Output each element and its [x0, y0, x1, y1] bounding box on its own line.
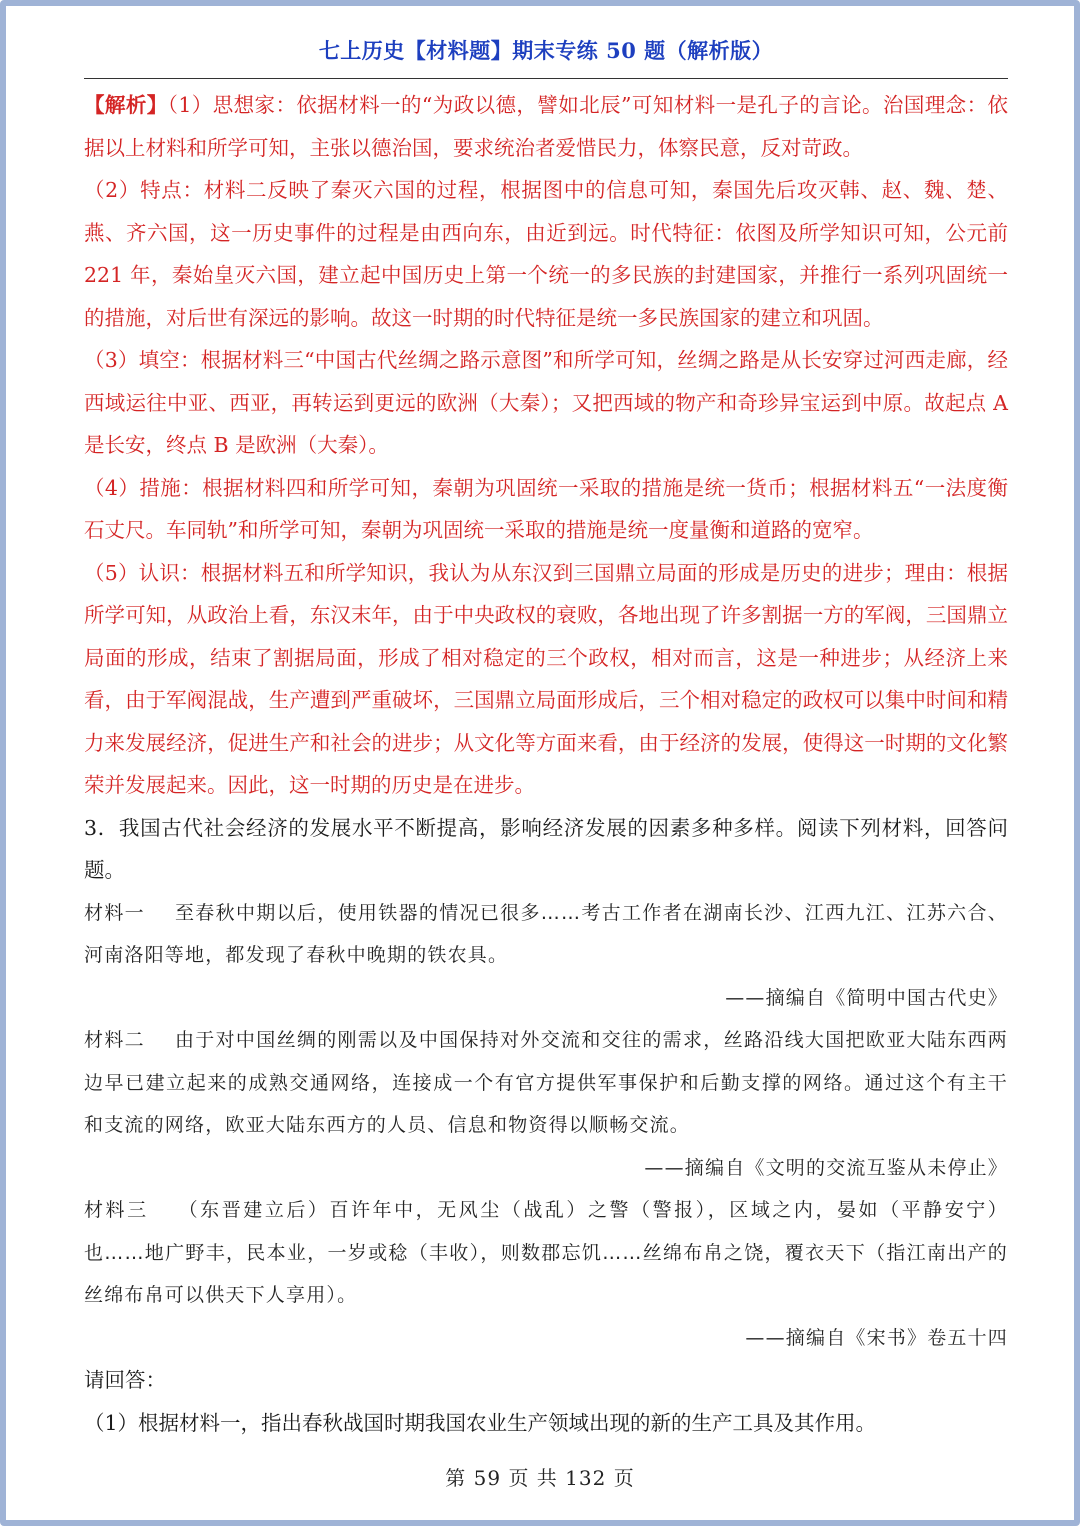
analysis-part-3: （3）填空：根据材料三“中国古代丝绸之路示意图”和所学可知，丝绸之路是从长安穿过河西走廊，经西域运往中亚、西亚，再转运到更远的欧洲（大秦）；又把西域的物产和奇珍异宝运到中原。故起点 A 是长安，终点 B 是欧洲（大秦）。: [84, 348, 1008, 457]
document-title: 七上历史【材料题】期末专练 50 题（解析版）: [318, 38, 774, 63]
material-1: [84, 892, 1008, 977]
analysis-part-5: （5）认识：根据材料五和所学知识，我认为从东汉到三国鼎立局面的形成是历史的进步；理由：根据所学可知，从政治上看，东汉末年，由于中央政权的衰败，各地出现了许多割据一方的军阀，三国鼎立局面的形成，结束了割据局面，形成了相对稳定的三个政权，相对而言，这是一种进步；从经济上来看，由于军阀混战，生产遭到严重破坏，三国鼎立局面形成后，三个相对稳定的政权可以集中时间和精力来发展经济，促进生产和社会的进步；从文化等方面来看，由于经济的发展，使得这一时期的文化繁荣并发展起来。因此，这一时期的历史是在进步。: [84, 560, 1008, 797]
analysis-part-4: （4）措施：根据材料四和所学可知，秦朝为巩固统一采取的措施是统一货币；根据材料五“一法度衡石丈尺。车同轨”和所学可知，秦朝为巩固统一采取的措施是统一度量衡和道路的宽窄。: [84, 475, 1008, 542]
analysis-text-1: （1）思想家：依据材料一的“为政以德，譬如北辰”可知材料一是孔子的言论。治国理念：依据以上材料和所学可知，主张以德治国，要求统治者爱惜民力，体察民意，反对苛政。: [84, 93, 1008, 160]
material-1-label: 材料一: [84, 901, 145, 924]
material-2-text: 由于对中国丝绸的刚需以及中国保持对外交流和交往的需求，丝路沿线大国把欧亚大陆东西两边早已建立起来的成熟交通网络，连接成一个有官方提供军事保护和后勤支撑的网络。通过这个有主干和支流的网络，欧亚大陆东西方的人员、信息和物资得以顺畅交流。: [84, 1029, 1008, 1136]
analysis-part-2: （2）特点：材料二反映了秦灭六国的过程，根据图中的信息可知，秦国先后攻灭韩、赵、魏、楚、燕、齐六国，这一历史事件的过程是由西向东，由近到远。时代特征：依图及所学知识可知，公元前 221 年，秦始皇灭六国，建立起中国历史上第一个统一的多民族的封建国家，并推行一系列巩固统一的措施，对后世有深远的影响。故这一时期的时代特征是统一多民族国家的建立和巩固。: [84, 178, 1008, 330]
answer-prompt: 请回答：: [84, 1368, 166, 1392]
sub-question-1: （1）根据材料一，指出春秋战国时期我国农业生产领域出现的新的生产工具及其作用。: [84, 1410, 877, 1435]
material-3-source: ——摘编自《宋书》卷五十四: [745, 1326, 1008, 1349]
question-3-stem: 3．我国古代社会经济的发展水平不断提高，影响经济发展的因素多种多样。阅读下列材料，回答问题。: [84, 815, 1008, 882]
page-header: [84, 34, 1008, 79]
analysis-label: 【解析】: [84, 93, 168, 117]
page-content: [84, 84, 1008, 1444]
material-2: [84, 1019, 1008, 1147]
analysis-part-1: [84, 84, 1008, 169]
material-3: [84, 1189, 1008, 1317]
material-3-label: 材料三: [84, 1199, 149, 1221]
material-1-source: ——摘编自《简明中国古代史》: [725, 986, 1008, 1009]
page-number: 第 59 页 共 132 页: [445, 1466, 635, 1490]
material-1-text: 至春秋中期以后，使用铁器的情况已很多……考古工作者在湖南长沙、江西九江、江苏六合、河南洛阳等地，都发现了春秋中晚期的铁农具。: [84, 901, 1009, 966]
material-2-source: ——摘编自《文明的交流互鉴从未停止》: [644, 1156, 1008, 1179]
material-2-label: 材料二: [84, 1029, 145, 1051]
material-3-text: （东晋建立后）百许年中，无风尘（战乱）之警（警报），区域之内，晏如（平静安宁）也……地广野丰，民本业，一岁或稔（丰收），则数郡忘饥……丝绵布帛之饶，覆衣天下（指江南出产的丝绵布帛可以供天下人享用）。: [84, 1199, 1008, 1306]
